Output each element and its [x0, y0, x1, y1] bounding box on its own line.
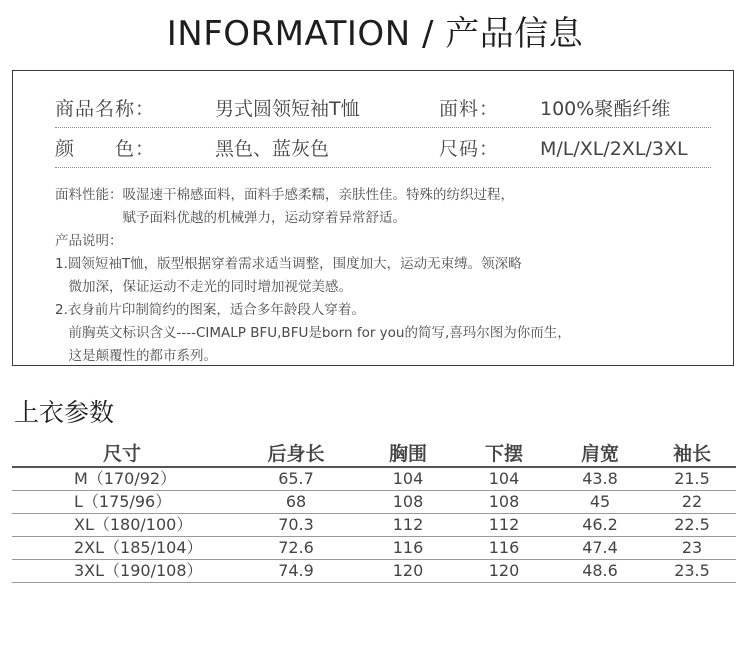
- shoulder-cell: 45: [552, 491, 648, 514]
- page-title: INFORMATION / 产品信息: [166, 14, 584, 54]
- header-shoulder: 肩宽: [552, 442, 648, 467]
- shoulder-cell: 43.8: [552, 467, 648, 491]
- sleeve-cell: 23: [648, 537, 736, 560]
- table-row: [12, 560, 736, 583]
- header-sleeve: 袖长: [648, 442, 736, 467]
- back-length-cell: 72.6: [232, 537, 360, 560]
- product-info-box: [12, 70, 734, 366]
- description-item-2-line-1: 2.衣身前片印制简约的图案，适合多年龄段人穿着。: [55, 302, 365, 318]
- product-name-label: 商品名称：: [55, 98, 156, 120]
- attribute-row-color-size: [55, 131, 711, 168]
- size-cell: 2XL（185/104）: [12, 537, 232, 560]
- size-value: M/L/XL/2XL/3XL: [540, 138, 688, 160]
- chest-cell: 112: [360, 514, 456, 537]
- size-table: [12, 442, 736, 583]
- shoulder-cell: 46.2: [552, 514, 648, 537]
- back-length-cell: 74.9: [232, 560, 360, 583]
- hem-cell: 112: [456, 514, 552, 537]
- chest-cell: 104: [360, 467, 456, 491]
- size-cell: M（170/92）: [12, 467, 232, 491]
- shoulder-cell: 47.4: [552, 537, 648, 560]
- size-table-header-row: [12, 442, 736, 467]
- sleeve-cell: 22: [648, 491, 736, 514]
- description-item-2-line-2: 前胸英文标识含义----CIMALP BFU,BFU是born for you的简写,喜玛尔图为你而生，: [55, 325, 571, 341]
- table-row: [12, 514, 736, 537]
- description-item-1-line-2: 微加深，保证运动不走光的同时增加视觉美感。: [55, 279, 352, 295]
- description-item-2-line-3: 这是颠覆性的都市系列。: [55, 348, 217, 364]
- product-description-heading: 产品说明：: [55, 233, 123, 249]
- attribute-row-name-fabric: [55, 91, 711, 128]
- hem-cell: 116: [456, 537, 552, 560]
- product-name-value: 男式圆领短袖T恤: [215, 98, 360, 120]
- chest-cell: 108: [360, 491, 456, 514]
- back-length-cell: 68: [232, 491, 360, 514]
- size-cell: XL（180/100）: [12, 514, 232, 537]
- description-item-1-line-1: 1.圆领短袖T恤，版型根据穿着需求适当调整，围度加大，运动无束缚。领深略: [55, 256, 522, 272]
- size-label: 尺码：: [439, 138, 500, 160]
- header-hem: 下摆: [456, 442, 552, 467]
- hem-cell: 120: [456, 560, 552, 583]
- color-value: 黑色、蓝灰色: [215, 138, 330, 160]
- color-label: 颜 色：: [55, 138, 156, 160]
- size-cell: L（175/96）: [12, 491, 232, 514]
- table-row: [12, 537, 736, 560]
- back-length-cell: 65.7: [232, 467, 360, 491]
- hem-cell: 108: [456, 491, 552, 514]
- chest-cell: 120: [360, 560, 456, 583]
- fabric-value: 100%聚酯纤维: [540, 98, 671, 120]
- fabric-label: 面料：: [439, 98, 500, 120]
- sleeve-cell: 22.5: [648, 514, 736, 537]
- header-back-length: 后身长: [232, 442, 360, 467]
- table-row: [12, 467, 736, 491]
- header-chest: 胸围: [360, 442, 456, 467]
- fabric-performance-line-1: 面料性能：吸湿速干棉感面料，面料手感柔糯，亲肤性佳。特殊的纺织过程，: [55, 187, 514, 203]
- sleeve-cell: 23.5: [648, 560, 736, 583]
- size-cell: 3XL（190/108）: [12, 560, 232, 583]
- shoulder-cell: 48.6: [552, 560, 648, 583]
- hem-cell: 104: [456, 467, 552, 491]
- size-section-title: 上衣参数: [14, 398, 115, 427]
- fabric-performance-line-2: 赋予面料优越的机械弹力，运动穿着异常舒适。: [55, 210, 406, 226]
- header-size: 尺寸: [12, 442, 232, 467]
- table-row: [12, 491, 736, 514]
- back-length-cell: 70.3: [232, 514, 360, 537]
- chest-cell: 116: [360, 537, 456, 560]
- sleeve-cell: 21.5: [648, 467, 736, 491]
